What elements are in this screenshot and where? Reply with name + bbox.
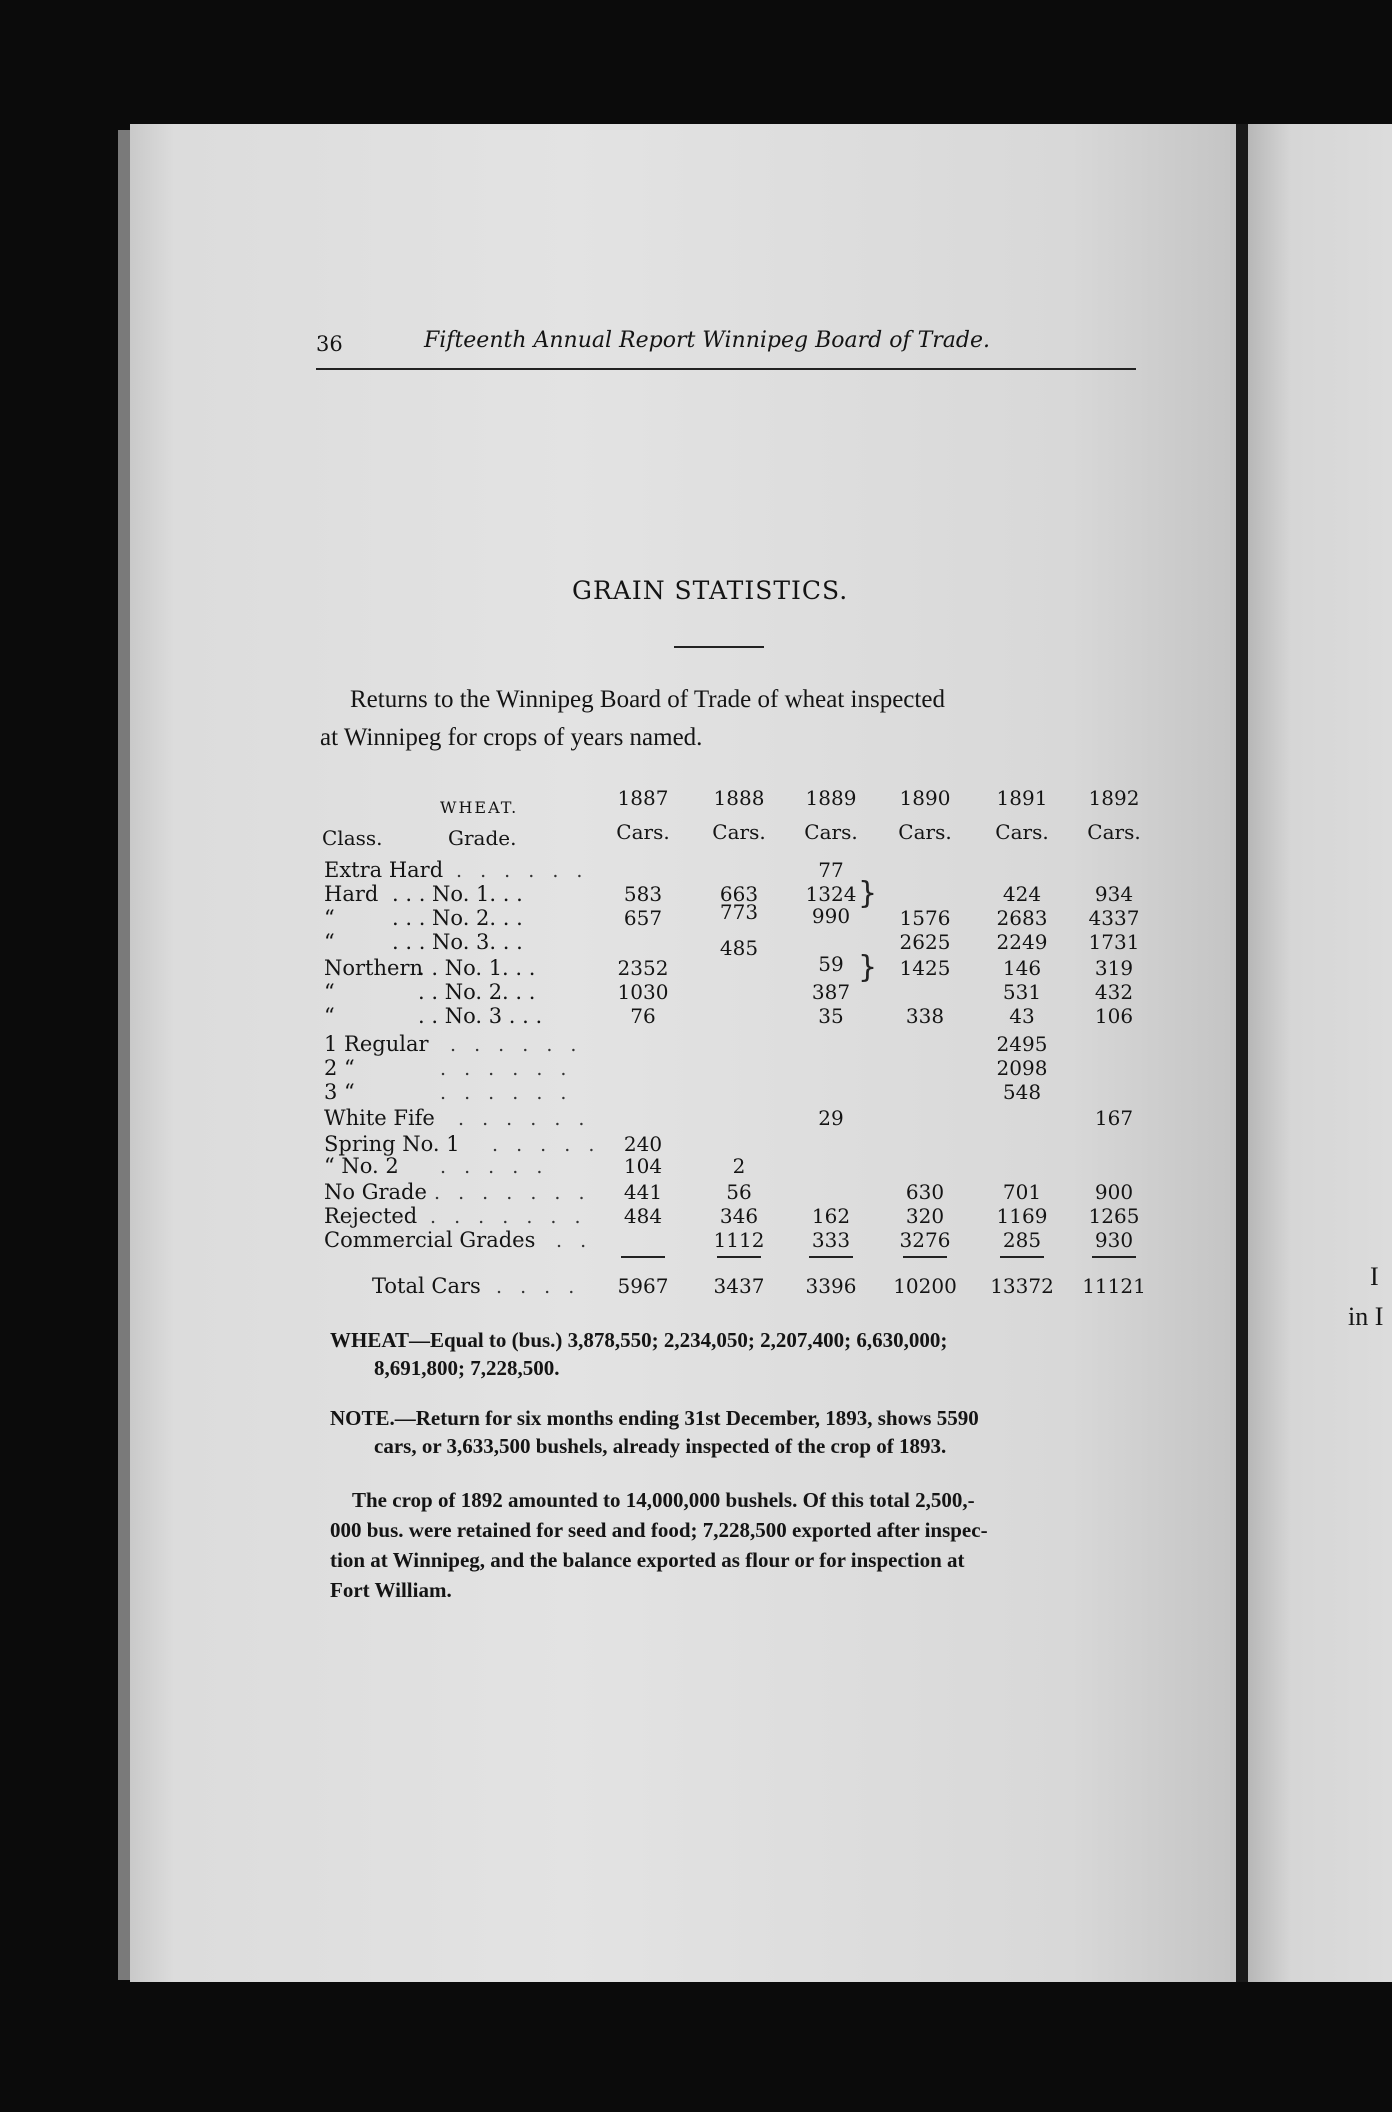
total-rule [1000,1256,1044,1258]
row-class-label: Hard [324,882,379,906]
facing-page [1248,124,1392,1982]
table-cell: 43 [1009,1004,1035,1028]
facing-page-fragment-2: in I [1348,1302,1384,1331]
year-header: 1887 [617,786,669,810]
table-cell: 1112 [713,1228,765,1252]
table-cell: 773 [719,900,759,924]
total-cell: 13372 [990,1274,1054,1298]
closing-line-2: 000 bus. were retained for seed and food; 7,228,500 exported after inspec- [330,1518,988,1542]
document-page [130,124,1236,1982]
facing-page-fragment-1: I [1370,1262,1379,1291]
table-cell: 2098 [996,1056,1048,1080]
table-cell: 104 [623,1154,663,1178]
grade-heading: Grade. [448,826,517,850]
year-header: 1891 [996,786,1048,810]
table-cell: 900 [1094,1180,1134,1204]
closing-line-1: The crop of 1892 amounted to 14,000,000 bushels. Of this total 2,500,- [352,1488,975,1512]
leader-dots: . . . . . . . [434,1182,591,1204]
row-class-label: Rejected [324,1204,418,1228]
row-grade-label: . . No. 3 . . . [418,1004,543,1028]
unit-header: Cars. [712,820,766,844]
row-class-label: 3 “ [324,1080,355,1104]
leader-dots: . . . . . . [456,860,589,882]
total-rule [903,1256,947,1258]
unit-header: Cars. [995,820,1049,844]
table-cell: 701 [1002,1180,1042,1204]
table-cell: 56 [726,1180,752,1204]
row-grade-label: . . No. 2. . . [418,980,536,1004]
row-class-label: Northern [324,956,424,980]
table-cell: 285 [1002,1228,1042,1252]
page-number: 36 [316,332,343,356]
table-cell: 2625 [899,930,951,954]
total-cell: 3437 [713,1274,765,1298]
total-rule [717,1256,761,1258]
table-cell: 76 [630,1004,656,1028]
table-cell: 583 [623,882,663,906]
table-cell: 1576 [899,906,951,930]
total-cell: 11121 [1082,1274,1146,1298]
row-class-label: No Grade [324,1180,427,1204]
table-cell: 2352 [617,956,669,980]
total-leader-dots: . . . . [496,1276,581,1298]
table-cell: 4337 [1088,906,1140,930]
closing-line-3: tion at Winnipeg, and the balance exported as flour or for inspection at [330,1548,965,1572]
row-class-label: 2 “ [324,1056,355,1080]
table-cell: 485 [719,936,759,960]
table-cell: 1324 [805,882,857,906]
note-lead: NOTE. [330,1406,395,1430]
table-cell: 59 [818,952,844,976]
row-grade-label: . . . No. 3. . . [392,930,523,954]
wheat-note-line-2: 8,691,800; 7,228,500. [374,1356,560,1380]
table-cell: 167 [1094,1106,1134,1130]
unit-header: Cars. [804,820,858,844]
page-title: GRAIN STATISTICS. [572,576,849,605]
table-cell: 106 [1094,1004,1134,1028]
table-cell: 77 [818,858,844,882]
table-cell: 930 [1094,1228,1134,1252]
table-cell: 934 [1094,882,1134,906]
table-cell: 2 [732,1154,746,1178]
total-label: Total Cars [372,1274,481,1298]
year-header: 1889 [805,786,857,810]
note-line-2: cars, or 3,633,500 bushels, already inspected of the crop of 1893. [374,1434,947,1458]
table-cell: 1169 [996,1204,1048,1228]
row-class-label: “ [324,906,335,930]
total-rule [1092,1256,1136,1258]
table-cell: 424 [1002,882,1042,906]
table-cell: 1030 [617,980,669,1004]
row-grade-label: . . . No. 1. . . [392,882,523,906]
leader-dots: . . . . . . [458,1108,591,1130]
brace-1889-northern: } [858,950,878,985]
table-cell: 531 [1002,980,1042,1004]
leader-dots: . . . . . . [450,1034,583,1056]
table-cell: 319 [1094,956,1134,980]
total-cell: 5967 [617,1274,669,1298]
total-cell: 3396 [805,1274,857,1298]
table-cell: 432 [1094,980,1134,1004]
table-cell: 346 [719,1204,759,1228]
header-rule [316,368,1136,370]
wheat-equivalent-note [330,1328,947,1353]
unit-header: Cars. [898,820,952,844]
unit-header: Cars. [616,820,670,844]
row-class-label: “ [324,1004,335,1028]
table-cell: 630 [905,1180,945,1204]
closing-line-4: Fort William. [330,1578,452,1602]
leader-dots: . . . . . . [440,1058,573,1080]
table-cell: 484 [623,1204,663,1228]
leader-dots: . . . . . [440,1156,549,1178]
leader-dots: . . [556,1230,593,1252]
table-cell: 1425 [899,956,951,980]
table-cell: 320 [905,1204,945,1228]
wheat-note-line-1: —Equal to (bus.) 3,878,550; 2,234,050; 2,207,400; 6,630,000; [408,1328,948,1352]
title-rule [674,646,764,648]
row-class-label: “ No. 2 [324,1154,399,1178]
table-cell: 548 [1002,1080,1042,1104]
table-cell: 35 [818,1004,844,1028]
note-line-1: —Return for six months ending 31st December, 1893, shows 5590 [394,1406,979,1430]
total-rule [621,1256,665,1258]
leader-dots: . . . . . . [440,1082,573,1104]
row-grade-label: . . No. 1. . . [418,956,536,980]
row-class-label: “ [324,930,335,954]
row-class-label: Spring No. 1 [324,1132,460,1156]
leader-dots: . . . . . . . [430,1206,587,1228]
table-cell: 146 [1002,956,1042,980]
row-class-label: White Fife [324,1106,435,1130]
brace-1889-hard: } [858,876,878,911]
table-cell: 2249 [996,930,1048,954]
page-gutter [1236,124,1248,1982]
table-cell: 2495 [996,1032,1048,1056]
year-header: 1888 [713,786,765,810]
december-note [330,1406,979,1431]
table-cell: 29 [818,1106,844,1130]
total-cell: 10200 [893,1274,957,1298]
row-class-label: Extra Hard [324,858,444,882]
wheat-heading: WHEAT. [440,798,519,817]
table-cell: 657 [623,906,663,930]
table-cell: 338 [905,1004,945,1028]
intro-line-2: at Winnipeg for crops of years named. [320,724,703,751]
table-cell: 1731 [1088,930,1140,954]
table-cell: 3276 [899,1228,951,1252]
class-heading: Class. [322,826,383,850]
table-cell: 387 [811,980,851,1004]
table-cell: 1265 [1088,1204,1140,1228]
table-cell: 663 [719,882,759,906]
unit-header: Cars. [1087,820,1141,844]
year-header: 1892 [1088,786,1140,810]
row-class-label: “ [324,980,335,1004]
leader-dots: . . . . . [492,1134,601,1156]
row-class-label: Commercial Grades [324,1228,536,1252]
row-class-label: 1 Regular [324,1032,429,1056]
intro-line-1: Returns to the Winnipeg Board of Trade of wheat inspected [350,686,945,713]
running-title: Fifteenth Annual Report Winnipeg Board of Trade. [424,328,991,353]
total-rule [809,1256,853,1258]
table-cell: 2683 [996,906,1048,930]
table-cell: 240 [623,1132,663,1156]
table-cell: 162 [811,1204,851,1228]
wheat-note-lead: WHEAT [330,1328,409,1352]
table-cell: 990 [811,904,851,928]
table-cell: 441 [623,1180,663,1204]
year-header: 1890 [899,786,951,810]
row-grade-label: . . . No. 2. . . [392,906,523,930]
table-cell: 333 [811,1228,851,1252]
